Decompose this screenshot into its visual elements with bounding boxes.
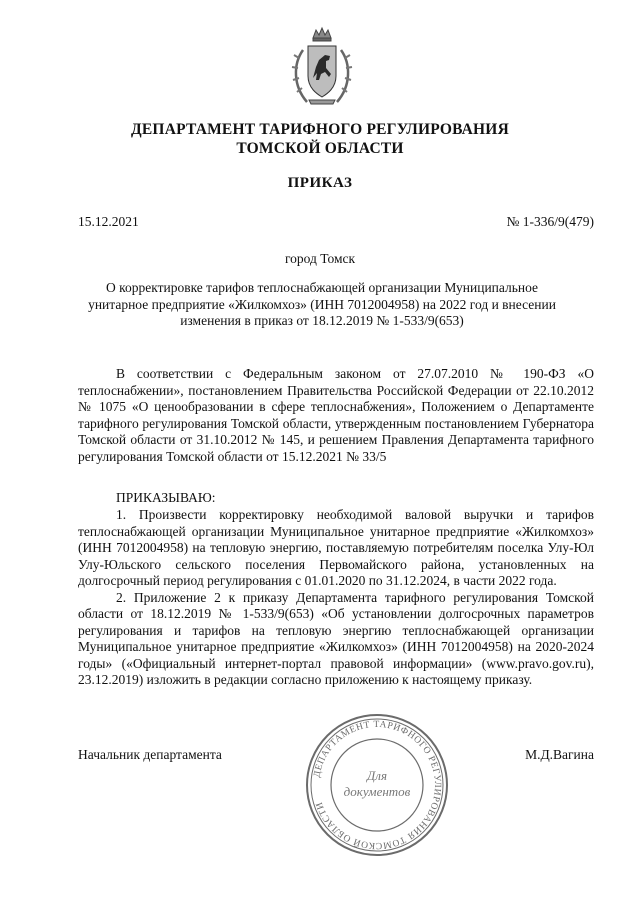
order-item-2: 2. Приложение 2 к приказу Департамента тарифного регулирования Томской области от 18.12.2019 № 1-533/9(653) «Об установлении долгосрочных параметров регулирования и тарифов на тепловую энергию теплоснабжающей организации Муниципальное унитарное предприятие «Жилкомхоз» (ИНН 7012004958) на 2020-2024 годы» («Официальный интернет-портал правовой информации» (www.pravo.gov.ru), 23.12.2019) изложить в редакции согласно приложению к настоящему приказу. <box>78 589 594 687</box>
city-line: город Томск <box>284 251 356 266</box>
preamble-block <box>78 366 594 465</box>
order-items <box>78 507 594 689</box>
order-subject: О корректировке тарифов теплоснабжающей организации Муниципальное унитарное предприятие «Жилкомхоз» (ИНН 7012004958) на 2022 год и внесении изменения в приказ от 18.12.2019 № 1-533/9(653) <box>88 280 556 328</box>
order-number: № 1-336/9(479) <box>506 214 594 229</box>
signature-role: Начальник департамента <box>78 747 222 762</box>
preamble-paragraph: В соответствии с Федеральным законом от 27.07.2010 № 190-ФЗ «О теплоснабжении», постановлением Правительства Российской Федерации от 22.10.2012 № 1075 «О ценообразовании в сфере теплоснабжения», Положением о Департаменте тарифного регулирования Томской области, утвержденным постановлением Губернатора Томской области от 31.10.2012 № 145, и решением Правления Департамента тарифного регулирования Томской области от 15.12.2021 № 33/5 <box>78 366 594 464</box>
orders-word: ПРИКАЗЫВАЮ: <box>116 490 216 505</box>
seal-ring-text: ДЕПАРТАМЕНТ ТАРИФНОГО РЕГУЛИРОВАНИЯ ТОМСКОЙ ОБЛАСТИ <box>312 719 443 851</box>
department-title-line2: ТОМСКОЙ ОБЛАСТИ <box>236 140 404 157</box>
department-title-line1: ДЕПАРТАМЕНТ ТАРИФНОГО РЕГУЛИРОВАНИЯ <box>131 121 509 138</box>
official-seal-stamp <box>302 710 452 860</box>
seal-center-line1: Для <box>367 768 387 783</box>
order-date: 15.12.2021 <box>78 214 139 229</box>
document-type: ПРИКАЗ <box>287 175 353 191</box>
coat-of-arms-emblem <box>289 24 355 110</box>
seal-center-line2: документов <box>343 784 411 799</box>
department-title <box>60 120 580 158</box>
signature-name: М.Д.Вагина <box>525 747 594 762</box>
order-item-1: 1. Произвести корректировку необходимой валовой выручки и тарифов теплоснабжающей организации Муниципальное унитарное предприятие «Жилкомхоз» (ИНН 7012004958) на тепловую энергию, поставляемую потребителям поселка Улу-Юл Улу-Юльского сельского поселения Первомайского района, установленных на долгосрочный период регулирования с 01.01.2020 по 31.12.2024, в части 2022 года. <box>78 507 594 588</box>
